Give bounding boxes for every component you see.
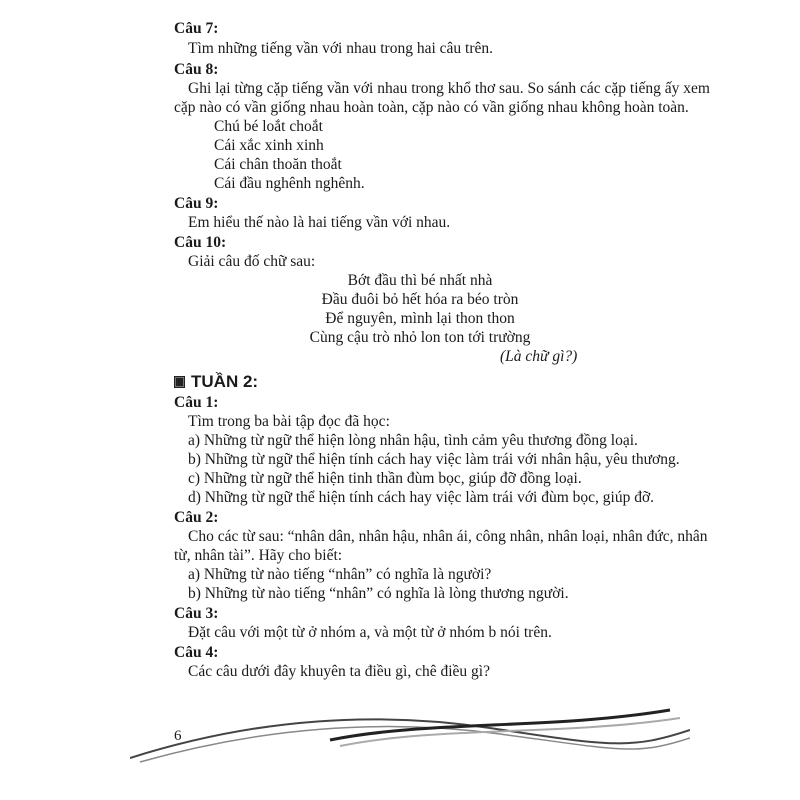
poem-line: Cái chân thoăn thoắt bbox=[214, 156, 342, 173]
list-item: b) Những từ nào tiếng “nhân” có nghĩa là lòng thương người. bbox=[188, 585, 569, 602]
question-text: Cho các từ sau: “nhân dân, nhân hậu, nhân ái, công nhân, nhân loại, nhân đức, nhân bbox=[188, 528, 708, 545]
question-text: Đặt câu với một từ ở nhóm a, và một từ ở nhóm b nói trên. bbox=[188, 624, 552, 641]
list-item: a) Những từ nào tiếng “nhân” có nghĩa là người? bbox=[188, 566, 492, 583]
question-text: Tìm những tiếng vần với nhau trong hai câu trên. bbox=[188, 40, 493, 57]
question-label: Câu 7: bbox=[174, 20, 219, 37]
question-text: cặp nào có vần giống nhau hoàn toàn, cặp nào có vần giống nhau không hoàn toàn. bbox=[174, 99, 689, 116]
question-label: Câu 2: bbox=[174, 509, 219, 526]
question-text: Em hiểu thế nào là hai tiếng vần với nhau. bbox=[188, 214, 451, 231]
list-item: b) Những từ ngữ thể hiện tính cách hay việc làm trái với nhân hậu, yêu thương. bbox=[188, 451, 680, 468]
riddle-line: Đầu đuôi bỏ hết hóa ra béo tròn bbox=[321, 291, 519, 308]
question-text: Giải câu đố chữ sau: bbox=[188, 253, 316, 270]
week-heading bbox=[174, 372, 258, 392]
question-label: Câu 1: bbox=[174, 394, 219, 411]
question-text: Ghi lại từng cặp tiếng vần với nhau trong khổ thơ sau. So sánh các cặp tiếng ấy xem bbox=[188, 80, 710, 97]
poem-line: Chú bé loắt choắt bbox=[214, 118, 323, 135]
question-label: Câu 8: bbox=[174, 61, 219, 78]
question-text: Tìm trong ba bài tập đọc đã học: bbox=[188, 413, 390, 430]
decorative-wave bbox=[130, 700, 690, 770]
poem-line: Cái xắc xinh xinh bbox=[214, 137, 324, 154]
riddle-line: Để nguyên, mình lại thon thon bbox=[325, 310, 515, 327]
week-title: TUẦN 2: bbox=[191, 372, 259, 391]
riddle-hint: (Là chữ gì?) bbox=[500, 348, 578, 365]
question-label: Câu 9: bbox=[174, 195, 219, 212]
question-text: từ, nhân tài”. Hãy cho biết: bbox=[174, 547, 343, 564]
square-bullet-icon bbox=[174, 376, 185, 388]
question-text: Các câu dưới đây khuyên ta điều gì, chê điều gì? bbox=[188, 663, 490, 680]
page-number: 6 bbox=[174, 728, 182, 744]
question-label: Câu 3: bbox=[174, 605, 219, 622]
riddle-line: Bớt đầu thì bé nhất nhà bbox=[347, 272, 493, 289]
poem-line: Cái đầu nghênh nghênh. bbox=[214, 175, 365, 192]
riddle-line: Cùng cậu trò nhỏ lon ton tới trường bbox=[309, 329, 531, 346]
question-label: Câu 10: bbox=[174, 234, 227, 251]
list-item: a) Những từ ngữ thể hiện lòng nhân hậu, tình cảm yêu thương đồng loại. bbox=[188, 432, 638, 449]
list-item: d) Những từ ngữ thể hiện tính cách hay việc làm trái với đùm bọc, giúp đỡ. bbox=[188, 489, 655, 506]
question-label: Câu 4: bbox=[174, 644, 219, 661]
list-item: c) Những từ ngữ thể hiện tinh thần đùm bọc, giúp đỡ đồng loại. bbox=[188, 470, 582, 487]
